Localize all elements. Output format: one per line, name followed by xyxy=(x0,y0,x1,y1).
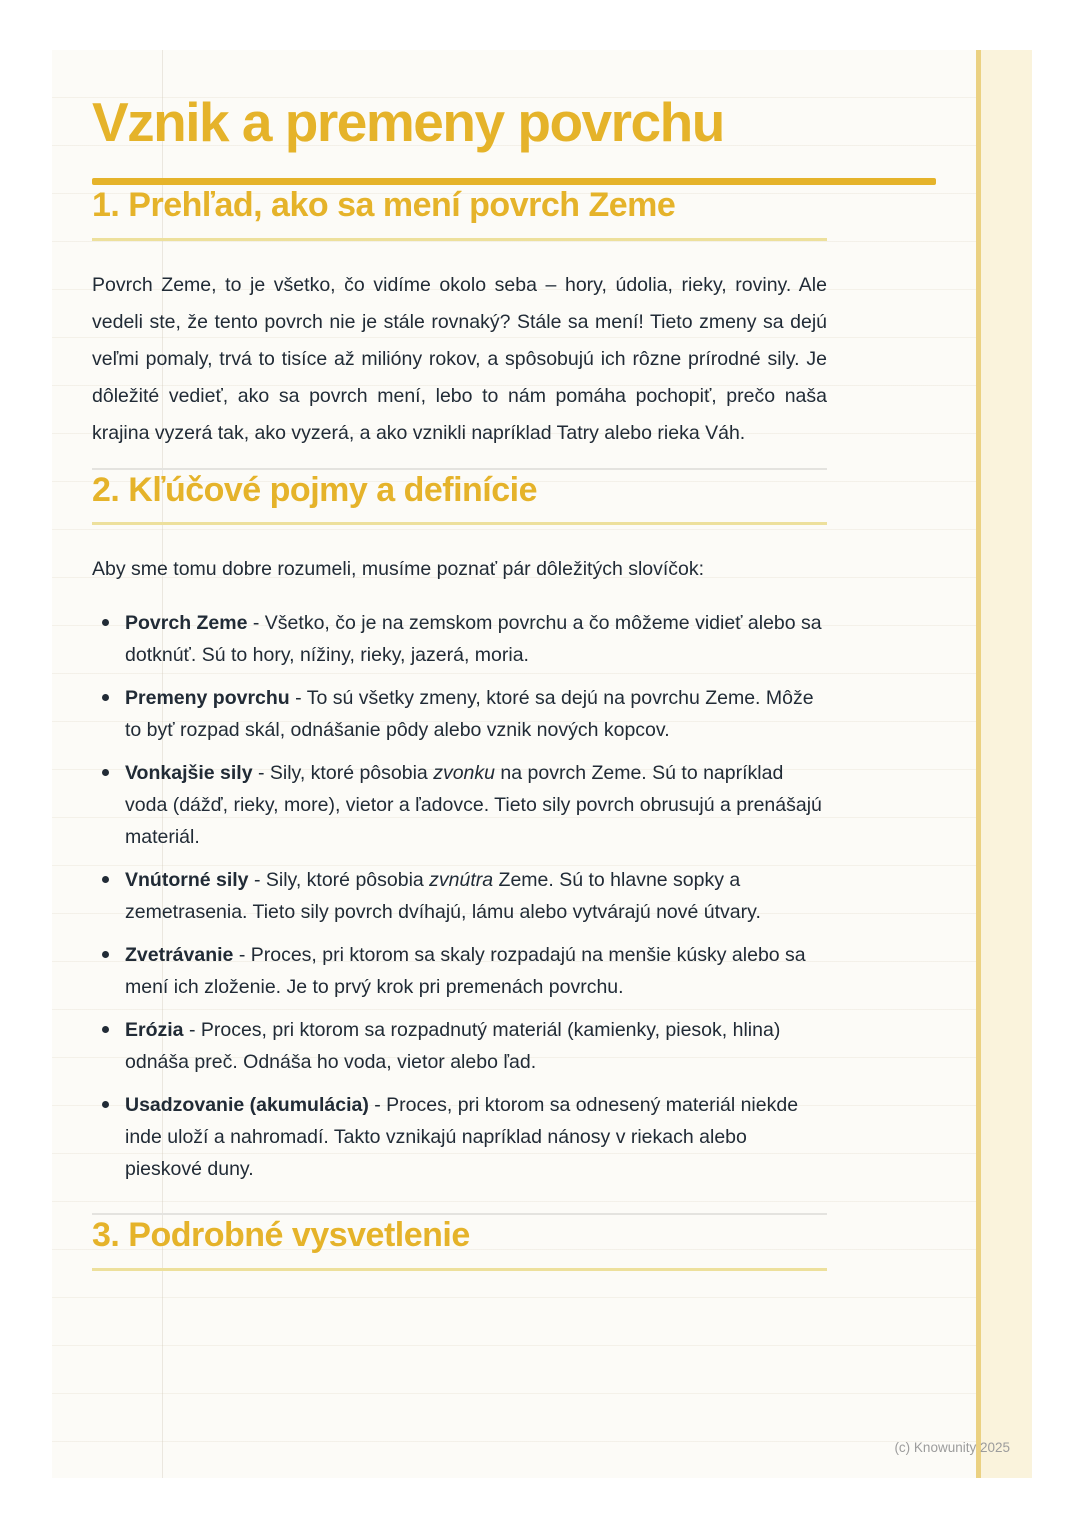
section-1-heading: 1. Prehľad, ako sa mení povrch Zeme xyxy=(92,185,676,224)
section-2-heading: 2. Kľúčové pojmy a definície xyxy=(92,470,538,509)
bullet-dot-icon xyxy=(102,1026,109,1033)
definition-term: Vonkajšie sily xyxy=(125,762,253,785)
section-3-underline xyxy=(92,1268,827,1271)
copyright-watermark: (c) Knowunity 2025 xyxy=(894,1440,1010,1455)
bullet-dot-icon xyxy=(102,951,109,958)
definition-text: - Sily, ktoré pôsobia xyxy=(248,869,430,892)
document-page xyxy=(52,50,1032,1478)
definition-text: na povrch Zeme. Sú to napríklad voda (dážď, rieky, more), vietor a ľadovce. Tieto sily povrch obrusujú a prenášajú materiál. xyxy=(125,762,822,849)
definition-text: Zeme. Sú to hlavne sopky a zemetrasenia. Tieto sily povrch dvíhajú, lámu alebo vytvárajú nové útvary. xyxy=(125,869,761,924)
section-3-heading: 3. Podrobné vysvetlenie xyxy=(92,1216,470,1255)
definition-term: Povrch Zeme xyxy=(125,612,248,635)
bullet-dot-icon xyxy=(102,694,109,701)
document-content xyxy=(92,50,827,1271)
bullet-dot-icon xyxy=(102,1101,109,1108)
section-2-underline xyxy=(92,522,827,525)
definition-item xyxy=(92,864,827,928)
definition-italic-text: zvnútra xyxy=(429,869,494,892)
definition-item xyxy=(92,607,827,671)
definition-text: - Všetko, čo je na zemskom povrchu a čo môžeme vidieť alebo sa dotknúť. Sú to hory, nížiny, rieky, jazerá, moria. xyxy=(125,612,822,667)
definition-text: - Proces, pri ktorom sa rozpadnutý materiál (kamienky, piesok, hlina) odnáša preč. Odnáša ho voda, vietor alebo ľad. xyxy=(125,1019,781,1074)
notebook-right-margin-strip xyxy=(981,50,1032,1478)
definition-item xyxy=(92,939,827,1003)
definition-term: Usadzovanie (akumulácia) xyxy=(125,1094,369,1117)
definition-term: Premeny povrchu xyxy=(125,687,290,710)
title-underline xyxy=(92,178,936,185)
definition-text: - Sily, ktoré pôsobia xyxy=(252,762,434,785)
section-1-underline xyxy=(92,238,827,241)
definition-item xyxy=(92,1014,827,1078)
page-title: Vznik a premeny povrchu xyxy=(92,91,724,153)
bullet-dot-icon xyxy=(102,619,109,626)
section-1-paragraph: Povrch Zeme, to je všetko, čo vidíme okolo seba – hory, údolia, rieky, roviny. Ale vedeli ste, že tento povrch nie je stále rovnaký? Stále sa mení! Tieto zmeny sa dejú veľmi pomaly, trvá to tisíce až milióny rokov, a spôsobujú ich rôzne prírodné sily. Je dôležité vedieť, ako sa povrch mení, lebo to nám pomáha pochopiť, prečo naša krajina vyzerá tak, ako vyzerá, a ako vznikli napríklad Tatry alebo rieka Váh. xyxy=(92,273,827,444)
definition-italic-text: zvonku xyxy=(433,762,495,785)
definition-item xyxy=(92,757,827,853)
definition-text: - Proces, pri ktorom sa odnesený materiál niekde inde uloží a nahromadí. Takto vznikajú napríklad nánosy v riekach alebo pieskové duny. xyxy=(125,1094,799,1181)
definition-term: Vnútorné sily xyxy=(125,869,249,892)
bullet-dot-icon xyxy=(102,769,109,776)
bullet-dot-icon xyxy=(102,876,109,883)
definition-term: Zvetrávanie xyxy=(125,944,234,967)
definition-text: - To sú všetky zmeny, ktoré sa dejú na povrchu Zeme. Môže to byť rozpad skál, odnášanie pôdy alebo vznik nových kopcov. xyxy=(125,687,814,742)
definitions-intro: Aby sme tomu dobre rozumeli, musíme poznať pár dôležitých slovíčok: xyxy=(92,558,705,581)
definition-term: Erózia xyxy=(125,1019,184,1042)
definitions-list xyxy=(92,607,827,1185)
definition-item xyxy=(92,682,827,746)
definition-item xyxy=(92,1089,827,1185)
definition-text: - Proces, pri ktorom sa skaly rozpadajú na menšie kúsky alebo sa mení ich zloženie. Je to prvý krok pri premenách povrchu. xyxy=(125,944,806,999)
